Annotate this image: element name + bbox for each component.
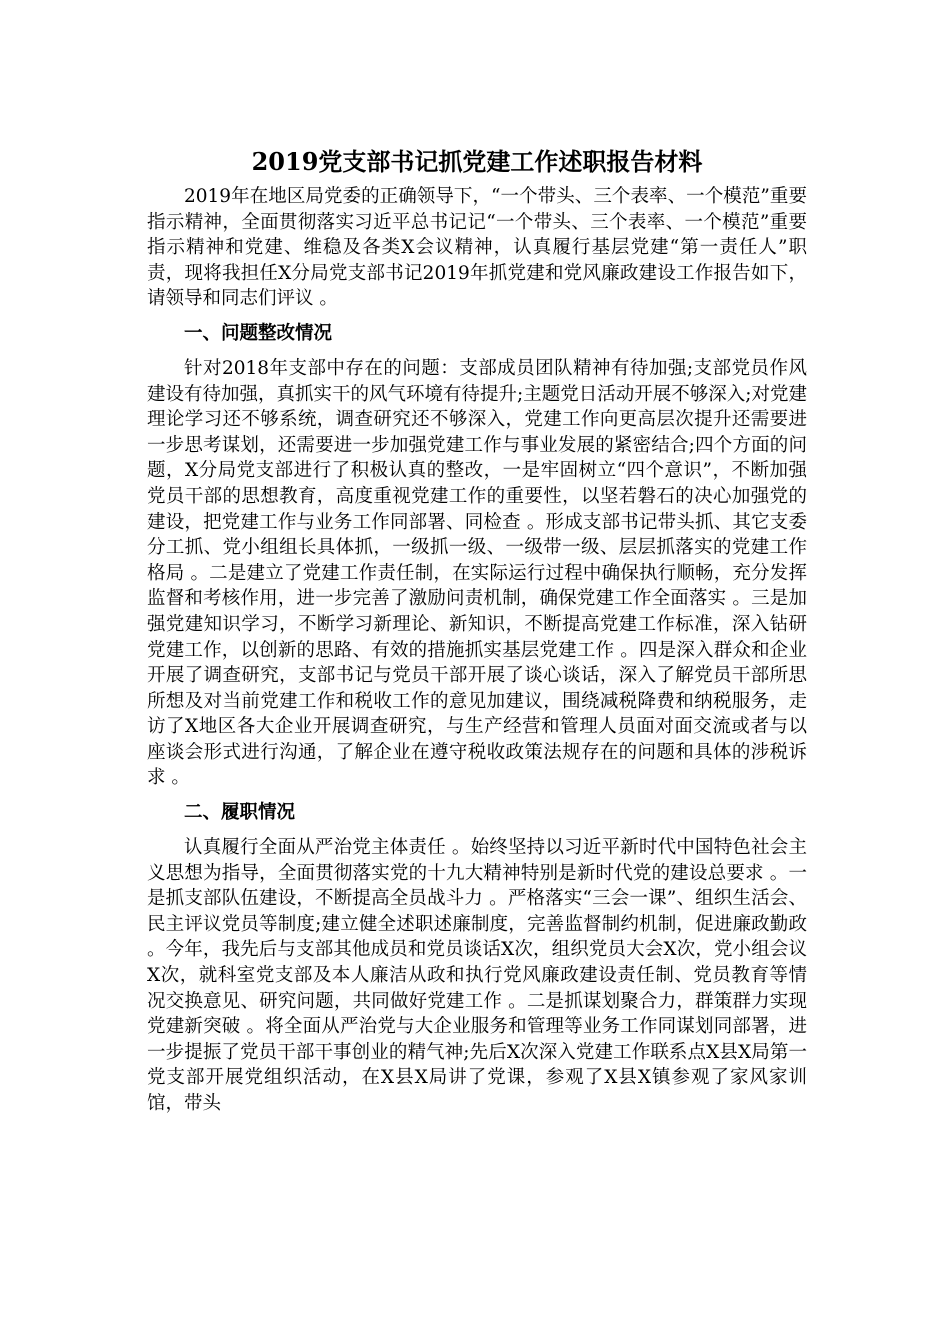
section-body-problem-rectification: 针对2018年支部中存在的问题：支部成员团队精神有待加强;支部党员作风建设有待加强，真抓实干的风气环境有待提升;主题党日活动开展不够深入;对党建理论学习还不够系统，调查研究还不够深入，党建工作向更高层次提升还需要进一步思考谋划，还需要进一步加强党建工作与事业发展的紧密结合;四个方面的问题，X分局党支部进行了积极认真的整改，一是牢固树立“四个意识”，不断加强党员干部的思想教育，高度重视党建工作的重要性，以坚若磐石的决心加强党的建设，把党建工作与业务工作同部署、同检查 。形成支部书记带头抓、其它支委分工抓、党小组组长具体抓，一级抓一级、一级带一级、层层抓落实的党建工作格局 。二是建立了党建工作责任制，在实际运行过程中确保执行顺畅，充分发挥监督和考核作用，进一步完善了激励问责机制，确保党建工作全面落实 。三是加强党建知识学习，不断学习新理论、新知识，不断提高党建工作标准，深入钻研党建工作，以创新的思路、有效的措施抓实基层党建工作 。四是深入群众和企业开展了调查研究，支部书记与党员干部开展了谈心谈话，深入了解党员干部所思所想及对当前党建工作和税收工作的意见加建议，围绕减税降费和纳税服务，走访了X地区各大企业开展调查研究，与生产经营和管理人员面对面交流或者与以座谈会形式进行沟通，了解企业在遵守税收政策法规存在的问题和具体的涉税诉求 。: [147, 357, 807, 789]
intro-paragraph: 2019年在地区局党委的正确领导下，“一个带头、三个表率、一个模范”重要指示精神，全面贯彻落实习近平总书记记“一个带头、三个表率、一个模范”重要指示精神和党建、维稳及各类X会议精神，认真履行基层党建“第一责任人”职责，现将我担任X分局党支部书记2019年抓党建和党风廉政建设工作报告如下，请领导和同志们评议 。: [147, 186, 807, 310]
section-body-duty-performance: 认真履行全面从严治党主体责任 。始终坚持以习近平新时代中国特色社会主义思想为指导，全面贯彻落实党的十九大精神特别是新时代党的建设总要求 。一是抓支部队伍建设，不断提高全员战斗力 。严格落实“三会一课”、组织生活会、民主评议党员等制度;建立健全述职述廉制度，完善监督制约机制，促进廉政勤政 。今年，我先后与支部其他成员和党员谈话X次，组织党员大会X次，党小组会议X次，就科室党支部及本人廉洁从政和执行党风廉政建设责任制、党员教育等情况交换意见、研究问题，共同做好党建工作 。二是抓谋划聚合力，群策群力实现党建新突破 。将全面从严治党与大企业服务和管理等业务工作同谋划同部署，进一步提振了党员干部干事创业的精气神;先后X次深入党建工作联系点X县X局第一党支部开展党组织活动，在X县X局讲了党课，参观了X县X镇参观了家风家训馆，带头: [147, 837, 807, 1114]
document-body: [147, 140, 807, 1117]
section-heading-problem-rectification: 一、问题整改情况: [184, 322, 333, 344]
document-title: 2019党支部书记抓党建工作述职报告材料: [251, 147, 703, 176]
section-heading-duty-performance: 二、履职情况: [184, 802, 296, 824]
